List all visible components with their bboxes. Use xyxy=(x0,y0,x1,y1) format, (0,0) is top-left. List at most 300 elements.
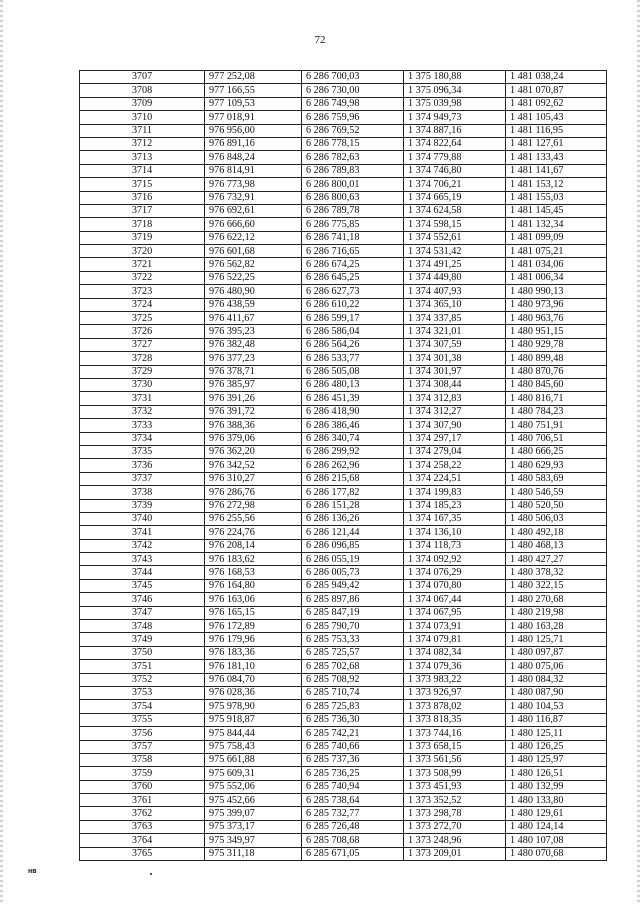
point-number-cell: 3713 xyxy=(80,151,205,164)
table-row xyxy=(80,686,607,699)
table-row xyxy=(80,633,607,646)
table-row xyxy=(80,285,607,298)
coordinate-cell: 1 480 124,14 xyxy=(506,820,607,833)
coordinate-cell: 6 286 215,68 xyxy=(302,472,404,485)
footer-dot xyxy=(150,873,152,875)
coordinate-cell: 1 480 126,51 xyxy=(506,767,607,780)
coordinate-cell: 976 411,67 xyxy=(205,312,302,325)
coordinate-cell: 1 481 105,43 xyxy=(506,111,607,124)
table-row xyxy=(80,111,607,124)
coordinate-cell: 1 481 070,87 xyxy=(506,84,607,97)
coordinate-cell: 1 480 870,76 xyxy=(506,365,607,378)
coordinate-cell: 1 374 301,38 xyxy=(404,352,506,365)
coordinate-cell: 976 165,15 xyxy=(205,606,302,619)
coordinate-cell: 1 481 116,95 xyxy=(506,124,607,137)
coordinate-cell: 6 286 599,17 xyxy=(302,312,404,325)
point-number-cell: 3745 xyxy=(80,579,205,592)
table-row xyxy=(80,727,607,740)
coordinate-cell: 6 286 800,63 xyxy=(302,191,404,204)
coordinate-cell: 6 285 671,05 xyxy=(302,847,404,860)
coordinate-cell: 1 480 125,97 xyxy=(506,753,607,766)
coordinate-cell: 1 481 006,34 xyxy=(506,271,607,284)
coordinate-cell: 1 373 272,70 xyxy=(404,820,506,833)
table-row xyxy=(80,164,607,177)
point-number-cell: 3732 xyxy=(80,405,205,418)
coordinate-cell: 1 373 451,93 xyxy=(404,780,506,793)
table-row xyxy=(80,204,607,217)
coordinate-cell: 976 732,91 xyxy=(205,191,302,204)
point-number-cell: 3744 xyxy=(80,566,205,579)
coordinate-cell: 6 286 716,65 xyxy=(302,245,404,258)
coordinate-cell: 976 272,98 xyxy=(205,499,302,512)
coordinate-cell: 976 814,91 xyxy=(205,164,302,177)
coordinate-cell: 6 286 096,85 xyxy=(302,539,404,552)
coordinate-cell: 975 918,87 xyxy=(205,713,302,726)
coordinate-cell: 1 481 153,12 xyxy=(506,178,607,191)
coordinate-cell: 1 480 163,28 xyxy=(506,620,607,633)
table-row xyxy=(80,794,607,807)
coordinate-cell: 977 109,53 xyxy=(205,97,302,110)
coordinate-cell: 976 342,52 xyxy=(205,459,302,472)
table-row xyxy=(80,124,607,137)
table-row xyxy=(80,71,607,84)
coordinate-cell: 977 252,08 xyxy=(205,71,302,84)
coordinate-cell: 1 374 365,10 xyxy=(404,298,506,311)
coordinate-cell: 6 285 702,68 xyxy=(302,660,404,673)
coordinate-cell: 975 609,31 xyxy=(205,767,302,780)
coordinate-cell: 1 374 887,16 xyxy=(404,124,506,137)
coordinate-cell: 976 310,27 xyxy=(205,472,302,485)
coordinate-cell: 1 374 624,58 xyxy=(404,204,506,217)
coordinate-cell: 976 891,16 xyxy=(205,137,302,150)
coordinate-cell: 976 183,36 xyxy=(205,646,302,659)
coordinate-cell: 1 374 779,88 xyxy=(404,151,506,164)
page-number: 72 xyxy=(314,34,326,46)
coordinate-cell: 6 286 610,22 xyxy=(302,298,404,311)
coordinate-cell: 6 286 340,74 xyxy=(302,432,404,445)
point-number-cell: 3721 xyxy=(80,258,205,271)
coordinate-cell: 6 285 740,94 xyxy=(302,780,404,793)
coordinate-cell: 6 285 710,74 xyxy=(302,686,404,699)
coordinate-cell: 6 286 789,78 xyxy=(302,204,404,217)
table-row xyxy=(80,352,607,365)
coordinate-cell: 1 480 097,87 xyxy=(506,646,607,659)
table-row xyxy=(80,178,607,191)
coordinate-cell: 976 163,06 xyxy=(205,593,302,606)
point-number-cell: 3746 xyxy=(80,593,205,606)
point-number-cell: 3761 xyxy=(80,794,205,807)
table-row xyxy=(80,392,607,405)
point-number-cell: 3718 xyxy=(80,218,205,231)
coordinate-cell: 976 377,23 xyxy=(205,352,302,365)
point-number-cell: 3765 xyxy=(80,847,205,860)
table-row xyxy=(80,820,607,833)
coordinate-cell: 1 374 279,04 xyxy=(404,445,506,458)
table-row xyxy=(80,660,607,673)
table-row xyxy=(80,137,607,150)
coordinate-cell: 6 285 726,48 xyxy=(302,820,404,833)
point-number-cell: 3757 xyxy=(80,740,205,753)
coordinate-cell: 1 373 926,97 xyxy=(404,686,506,699)
coordinate-cell: 1 480 816,71 xyxy=(506,392,607,405)
coordinate-cell: 6 286 055,19 xyxy=(302,553,404,566)
table-row xyxy=(80,338,607,351)
table-row xyxy=(80,713,607,726)
coordinate-cell: 976 692,61 xyxy=(205,204,302,217)
point-number-cell: 3741 xyxy=(80,526,205,539)
coordinate-cell: 6 286 386,46 xyxy=(302,419,404,432)
coordinate-cell: 6 286 533,77 xyxy=(302,352,404,365)
coordinate-cell: 6 285 897,86 xyxy=(302,593,404,606)
coordinate-cell: 1 374 949,73 xyxy=(404,111,506,124)
coordinates-table-body xyxy=(80,71,607,861)
coordinate-cell: 1 374 706,21 xyxy=(404,178,506,191)
coordinate-cell: 976 382,48 xyxy=(205,338,302,351)
coordinate-cell: 1 481 133,43 xyxy=(506,151,607,164)
coordinate-cell: 1 374 067,95 xyxy=(404,606,506,619)
coordinate-cell: 6 285 738,64 xyxy=(302,794,404,807)
coordinate-cell: 1 480 133,80 xyxy=(506,794,607,807)
coordinate-cell: 976 562,82 xyxy=(205,258,302,271)
coordinate-cell: 1 481 141,67 xyxy=(506,164,607,177)
coordinate-cell: 976 438,59 xyxy=(205,298,302,311)
coordinate-cell: 1 480 378,32 xyxy=(506,566,607,579)
coordinate-cell: 1 374 079,36 xyxy=(404,660,506,673)
point-number-cell: 3750 xyxy=(80,646,205,659)
point-number-cell: 3714 xyxy=(80,164,205,177)
coordinate-cell: 6 285 736,30 xyxy=(302,713,404,726)
coordinate-cell: 1 374 321,01 xyxy=(404,325,506,338)
coordinate-cell: 976 391,26 xyxy=(205,392,302,405)
coordinate-cell: 1 481 075,21 xyxy=(506,245,607,258)
coordinate-cell: 6 286 480,13 xyxy=(302,378,404,391)
point-number-cell: 3709 xyxy=(80,97,205,110)
table-row xyxy=(80,432,607,445)
point-number-cell: 3762 xyxy=(80,807,205,820)
point-number-cell: 3753 xyxy=(80,686,205,699)
coordinate-cell: 1 374 337,85 xyxy=(404,312,506,325)
table-row xyxy=(80,218,607,231)
coordinate-cell: 6 285 847,19 xyxy=(302,606,404,619)
coordinate-cell: 1 373 508,99 xyxy=(404,767,506,780)
table-row xyxy=(80,834,607,847)
table-row xyxy=(80,459,607,472)
table-row xyxy=(80,445,607,458)
point-number-cell: 3763 xyxy=(80,820,205,833)
table-row xyxy=(80,365,607,378)
coordinate-cell: 1 374 092,92 xyxy=(404,553,506,566)
point-number-cell: 3711 xyxy=(80,124,205,137)
coordinate-cell: 1 480 751,91 xyxy=(506,419,607,432)
coordinate-cell: 6 285 737,36 xyxy=(302,753,404,766)
coordinate-cell: 1 374 082,34 xyxy=(404,646,506,659)
coordinate-cell: 976 848,24 xyxy=(205,151,302,164)
coordinate-cell: 1 480 270,68 xyxy=(506,593,607,606)
coordinate-cell: 6 286 759,96 xyxy=(302,111,404,124)
coordinate-cell: 1 480 322,15 xyxy=(506,579,607,592)
coordinate-cell: 1 373 561,56 xyxy=(404,753,506,766)
table-row xyxy=(80,378,607,391)
coordinate-cell: 6 286 005,73 xyxy=(302,566,404,579)
point-number-cell: 3717 xyxy=(80,204,205,217)
coordinate-cell: 1 481 099,09 xyxy=(506,231,607,244)
table-row xyxy=(80,419,607,432)
coordinate-cell: 976 183,62 xyxy=(205,553,302,566)
point-number-cell: 3742 xyxy=(80,539,205,552)
coordinate-cell: 1 480 087,90 xyxy=(506,686,607,699)
coordinate-cell: 976 956,00 xyxy=(205,124,302,137)
coordinate-cell: 1 374 312,83 xyxy=(404,392,506,405)
table-row xyxy=(80,84,607,97)
point-number-cell: 3722 xyxy=(80,271,205,284)
coordinate-cell: 1 480 084,32 xyxy=(506,673,607,686)
table-row xyxy=(80,405,607,418)
coordinate-cell: 1 374 067,44 xyxy=(404,593,506,606)
coordinate-cell: 976 666,60 xyxy=(205,218,302,231)
coordinate-cell: 1 374 297,17 xyxy=(404,432,506,445)
coordinate-cell: 1 480 784,23 xyxy=(506,405,607,418)
table-row xyxy=(80,191,607,204)
point-number-cell: 3723 xyxy=(80,285,205,298)
coordinate-cell: 1 481 132,34 xyxy=(506,218,607,231)
point-number-cell: 3726 xyxy=(80,325,205,338)
point-number-cell: 3719 xyxy=(80,231,205,244)
point-number-cell: 3712 xyxy=(80,137,205,150)
table-row xyxy=(80,245,607,258)
coordinate-cell: 1 480 845,60 xyxy=(506,378,607,391)
point-number-cell: 3708 xyxy=(80,84,205,97)
coordinate-cell: 1 480 116,87 xyxy=(506,713,607,726)
coordinate-cell: 1 374 822,64 xyxy=(404,137,506,150)
scan-edge-left xyxy=(0,0,3,905)
coordinate-cell: 1 480 520,50 xyxy=(506,499,607,512)
point-number-cell: 3725 xyxy=(80,312,205,325)
table-row xyxy=(80,753,607,766)
coordinate-cell: 1 480 427,27 xyxy=(506,553,607,566)
coordinate-cell: 976 084,70 xyxy=(205,673,302,686)
coordinate-cell: 1 480 706,51 xyxy=(506,432,607,445)
coordinate-cell: 976 255,56 xyxy=(205,512,302,525)
coordinate-cell: 6 286 136,26 xyxy=(302,512,404,525)
coordinate-cell: 6 286 451,39 xyxy=(302,392,404,405)
coordinate-cell: 1 480 126,25 xyxy=(506,740,607,753)
coordinate-cell: 1 480 492,18 xyxy=(506,526,607,539)
coordinate-cell: 6 286 627,73 xyxy=(302,285,404,298)
coordinate-cell: 1 373 248,96 xyxy=(404,834,506,847)
coordinate-cell: 1 374 552,61 xyxy=(404,231,506,244)
coordinate-cell: 1 374 070,80 xyxy=(404,579,506,592)
coordinate-cell: 1 480 132,99 xyxy=(506,780,607,793)
table-row xyxy=(80,97,607,110)
coordinate-cell: 1 374 079,81 xyxy=(404,633,506,646)
coordinate-cell: 6 286 674,25 xyxy=(302,258,404,271)
point-number-cell: 3755 xyxy=(80,713,205,726)
point-number-cell: 3749 xyxy=(80,633,205,646)
coordinate-cell: 1 374 307,59 xyxy=(404,338,506,351)
footer-initials: нв xyxy=(28,868,37,875)
coordinate-cell: 1 374 258,22 xyxy=(404,459,506,472)
coordinate-cell: 975 661,88 xyxy=(205,753,302,766)
table-row xyxy=(80,646,607,659)
coordinate-cell: 976 391,72 xyxy=(205,405,302,418)
coordinate-cell: 976 395,23 xyxy=(205,325,302,338)
coordinate-cell: 1 481 092,62 xyxy=(506,97,607,110)
point-number-cell: 3748 xyxy=(80,620,205,633)
coordinate-cell: 1 373 878,02 xyxy=(404,700,506,713)
coordinate-cell: 6 285 949,42 xyxy=(302,579,404,592)
point-number-cell: 3760 xyxy=(80,780,205,793)
table-row xyxy=(80,312,607,325)
coordinate-cell: 6 286 700,03 xyxy=(302,71,404,84)
coordinate-cell: 976 179,96 xyxy=(205,633,302,646)
point-number-cell: 3739 xyxy=(80,499,205,512)
table-row xyxy=(80,767,607,780)
coordinate-cell: 6 286 730,00 xyxy=(302,84,404,97)
point-number-cell: 3737 xyxy=(80,472,205,485)
point-number-cell: 3734 xyxy=(80,432,205,445)
point-number-cell: 3735 xyxy=(80,445,205,458)
coordinate-cell: 976 622,12 xyxy=(205,231,302,244)
coordinate-cell: 1 373 298,78 xyxy=(404,807,506,820)
coordinate-cell: 1 373 744,16 xyxy=(404,727,506,740)
table-row xyxy=(80,579,607,592)
coordinate-cell: 976 224,76 xyxy=(205,526,302,539)
coordinate-cell: 1 480 629,93 xyxy=(506,459,607,472)
coordinate-cell: 6 285 708,68 xyxy=(302,834,404,847)
point-number-cell: 3707 xyxy=(80,71,205,84)
coordinate-cell: 6 285 742,21 xyxy=(302,727,404,740)
table-row xyxy=(80,325,607,338)
point-number-cell: 3727 xyxy=(80,338,205,351)
coordinate-cell: 975 349,97 xyxy=(205,834,302,847)
coordinate-cell: 1 374 531,42 xyxy=(404,245,506,258)
coordinate-cell: 1 481 145,45 xyxy=(506,204,607,217)
table-row xyxy=(80,673,607,686)
table-row xyxy=(80,593,607,606)
coordinate-cell: 1 375 039,98 xyxy=(404,97,506,110)
coordinate-cell: 975 758,43 xyxy=(205,740,302,753)
coordinate-cell: 1 375 180,88 xyxy=(404,71,506,84)
coordinate-cell: 1 374 073,91 xyxy=(404,620,506,633)
table-row xyxy=(80,740,607,753)
coordinate-cell: 6 286 299,92 xyxy=(302,445,404,458)
coordinate-cell: 6 286 564,26 xyxy=(302,338,404,351)
coordinate-cell: 1 480 546,59 xyxy=(506,486,607,499)
coordinate-cell: 6 285 753,33 xyxy=(302,633,404,646)
coordinate-cell: 1 374 199,83 xyxy=(404,486,506,499)
point-number-cell: 3759 xyxy=(80,767,205,780)
coordinate-cell: 1 374 665,19 xyxy=(404,191,506,204)
coordinate-cell: 975 311,18 xyxy=(205,847,302,860)
point-number-cell: 3740 xyxy=(80,512,205,525)
coordinate-cell: 976 388,36 xyxy=(205,419,302,432)
coordinate-cell: 6 286 741,18 xyxy=(302,231,404,244)
coordinate-cell: 975 373,17 xyxy=(205,820,302,833)
point-number-cell: 3756 xyxy=(80,727,205,740)
table-row xyxy=(80,780,607,793)
table-row xyxy=(80,231,607,244)
coordinates-table xyxy=(79,70,607,861)
coordinate-cell: 1 480 973,96 xyxy=(506,298,607,311)
table-row xyxy=(80,271,607,284)
table-row xyxy=(80,512,607,525)
coordinate-cell: 976 164,80 xyxy=(205,579,302,592)
coordinate-cell: 1 480 929,78 xyxy=(506,338,607,351)
coordinate-cell: 1 374 312,27 xyxy=(404,405,506,418)
table-row xyxy=(80,807,607,820)
coordinate-cell: 976 480,90 xyxy=(205,285,302,298)
coordinate-cell: 6 285 790,70 xyxy=(302,620,404,633)
coordinate-cell: 975 844,44 xyxy=(205,727,302,740)
coordinate-cell: 6 286 800,01 xyxy=(302,178,404,191)
point-number-cell: 3710 xyxy=(80,111,205,124)
coordinate-cell: 6 286 505,08 xyxy=(302,365,404,378)
coordinate-cell: 1 480 125,71 xyxy=(506,633,607,646)
coordinate-cell: 1 373 658,15 xyxy=(404,740,506,753)
table-row xyxy=(80,526,607,539)
table-row xyxy=(80,472,607,485)
coordinate-cell: 1 373 818,35 xyxy=(404,713,506,726)
coordinate-cell: 1 374 598,15 xyxy=(404,218,506,231)
coordinate-cell: 977 166,55 xyxy=(205,84,302,97)
coordinate-cell: 1 375 096,34 xyxy=(404,84,506,97)
table-row xyxy=(80,700,607,713)
coordinate-cell: 1 374 118,73 xyxy=(404,539,506,552)
point-number-cell: 3720 xyxy=(80,245,205,258)
coordinate-cell: 1 374 185,23 xyxy=(404,499,506,512)
coordinate-cell: 1 374 308,44 xyxy=(404,378,506,391)
point-number-cell: 3715 xyxy=(80,178,205,191)
coordinate-cell: 1 480 468,13 xyxy=(506,539,607,552)
table-row xyxy=(80,606,607,619)
coordinate-cell: 6 286 121,44 xyxy=(302,526,404,539)
coordinate-cell: 976 379,06 xyxy=(205,432,302,445)
coordinate-cell: 977 018,91 xyxy=(205,111,302,124)
coordinate-cell: 6 286 749,98 xyxy=(302,97,404,110)
coordinate-cell: 1 374 491,25 xyxy=(404,258,506,271)
coordinate-cell: 6 286 782,63 xyxy=(302,151,404,164)
coordinate-cell: 6 286 151,28 xyxy=(302,499,404,512)
coordinate-cell: 1 480 506,03 xyxy=(506,512,607,525)
coordinate-cell: 1 373 209,01 xyxy=(404,847,506,860)
coordinate-cell: 976 385,97 xyxy=(205,378,302,391)
point-number-cell: 3752 xyxy=(80,673,205,686)
coordinate-cell: 976 522,25 xyxy=(205,271,302,284)
point-number-cell: 3738 xyxy=(80,486,205,499)
point-number-cell: 3754 xyxy=(80,700,205,713)
coordinate-cell: 976 378,71 xyxy=(205,365,302,378)
coordinate-cell: 6 286 177,82 xyxy=(302,486,404,499)
coordinate-cell: 1 481 034,06 xyxy=(506,258,607,271)
coordinate-cell: 975 552,06 xyxy=(205,780,302,793)
table-row xyxy=(80,258,607,271)
coordinate-cell: 1 374 167,35 xyxy=(404,512,506,525)
coordinate-cell: 1 480 666,25 xyxy=(506,445,607,458)
point-number-cell: 3758 xyxy=(80,753,205,766)
coordinate-cell: 6 285 732,77 xyxy=(302,807,404,820)
coordinate-cell: 1 374 407,93 xyxy=(404,285,506,298)
point-number-cell: 3751 xyxy=(80,660,205,673)
coordinate-cell: 6 285 740,66 xyxy=(302,740,404,753)
coordinate-cell: 1 374 076,29 xyxy=(404,566,506,579)
table-row xyxy=(80,298,607,311)
coordinate-cell: 976 168,53 xyxy=(205,566,302,579)
coordinate-cell: 1 481 038,24 xyxy=(506,71,607,84)
coordinate-cell: 976 181,10 xyxy=(205,660,302,673)
coordinate-cell: 1 374 136,10 xyxy=(404,526,506,539)
point-number-cell: 3731 xyxy=(80,392,205,405)
coordinate-cell: 975 978,90 xyxy=(205,700,302,713)
